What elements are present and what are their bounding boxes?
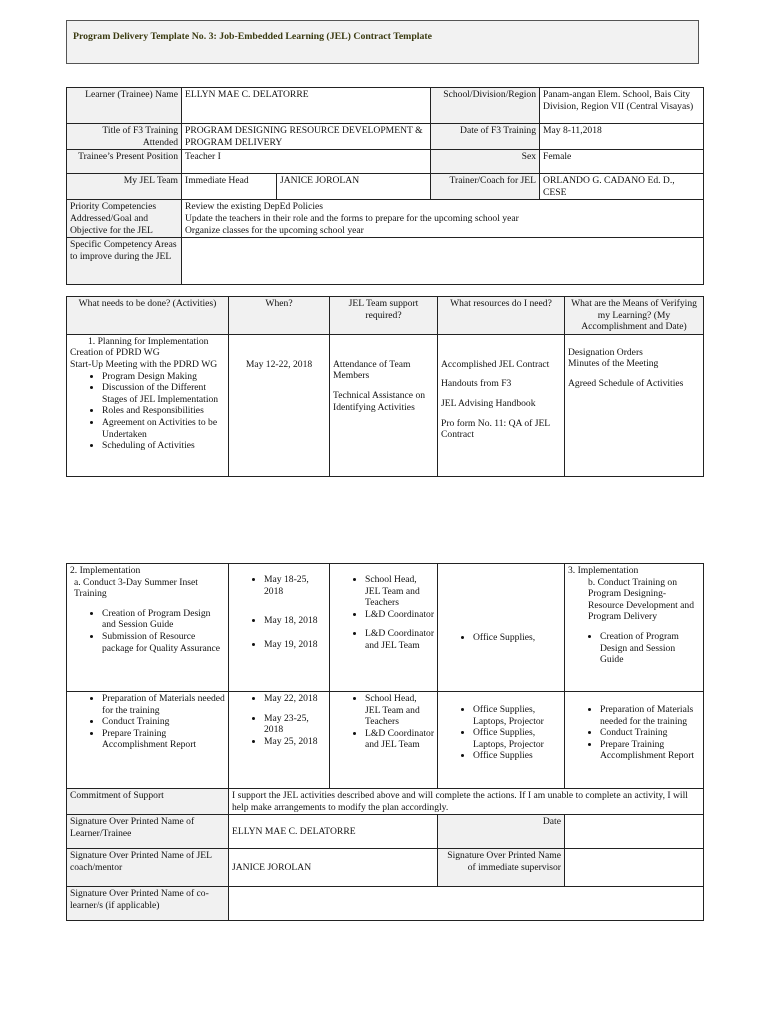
training-title-label: Title of F3 Training Attended <box>67 124 182 150</box>
learner-name-label: Learner (Trainee) Name <box>67 88 182 124</box>
impl2-when-list <box>232 693 326 747</box>
sig-coach-label: Signature Over Printed Name of JEL coach/mentor <box>67 849 229 887</box>
col-header-activities: What needs to be done? (Activities) <box>67 297 229 335</box>
sig-colearner-label: Signature Over Printed Name of co-learner/s (if applicable) <box>67 887 229 921</box>
list-item: • May 18-25, 2018 <box>264 574 326 597</box>
priority-list <box>182 200 704 238</box>
list-item: • Creation of Program Design and Session Guide <box>102 608 225 631</box>
list-item: • May 19, 2018 <box>264 639 326 651</box>
list-item: • Office Supplies, <box>473 632 561 644</box>
sex-value: Female <box>540 150 704 174</box>
impl-when-list <box>232 574 326 650</box>
list-item: • Submission of Resource package for Quality Assurance <box>102 631 225 654</box>
sig-learner-label: Signature Over Printed Name of Learner/Trainee <box>67 815 229 849</box>
impl-means-cell <box>565 564 704 692</box>
list-item: • Scheduling of Activities <box>102 440 225 452</box>
training-title-value: PROGRAM DESIGNING RESOURCE DEVELOPMENT & PROGRAM DELIVERY <box>182 124 431 150</box>
resource-item: Accomplished JEL Contract <box>441 358 550 370</box>
position-label: Trainee’s Present Position <box>67 150 182 174</box>
priority-item: Organize classes for the upcoming school year <box>185 224 364 236</box>
impl2-activity-cell <box>67 692 229 789</box>
training-date-value: May 8-11,2018 <box>540 124 704 150</box>
commitment-label: Commitment of Support <box>67 789 229 815</box>
list-item: • L&D Coordinator and JEL Team <box>365 728 434 751</box>
list-item: • School Head, JEL Team and Teachers <box>365 693 434 728</box>
impl2-bullets <box>70 693 225 751</box>
learner-info-table <box>66 87 704 285</box>
priority-item: Review the existing DepEd Policies <box>185 201 324 213</box>
sig-colearner-value[interactable] <box>229 887 704 921</box>
col-header-resources: What resources do I need? <box>438 297 565 335</box>
template-header <box>66 20 699 64</box>
support-item: Attendance of Team Members <box>333 358 411 382</box>
impl-resources-cell <box>438 564 565 692</box>
list-item: • Conduct Training <box>600 727 700 739</box>
impl-means-sub: b. Conduct Training on Program Designing-Resource Development and Program Delivery <box>588 576 695 623</box>
list-item: • L&D Coordinator <box>365 609 434 621</box>
sig-learner-value: ELLYN MAE C. DELATORRE <box>229 815 438 849</box>
impl-resources-list <box>441 632 561 644</box>
activity-line: Creation of PDRD WG <box>70 347 160 359</box>
list-item: • Discussion of the Different Stages of JEL Implementation <box>102 382 225 405</box>
col-header-support: JEL Team support required? <box>330 297 438 335</box>
impl-activity-cell <box>67 564 229 692</box>
list-item: • Office Supplies, Laptops, Projector <box>473 727 561 750</box>
activity-bullets <box>70 371 225 452</box>
trainer-label: Trainer/Coach for JEL <box>431 174 540 200</box>
immediate-head-value: JANICE JOROLAN <box>277 174 431 200</box>
impl2-resources-cell <box>438 692 565 789</box>
means-item: Agreed Schedule of Activities <box>568 377 684 389</box>
list-item: • L&D Coordinator and JEL Team <box>365 628 434 651</box>
sig-supervisor-value[interactable] <box>565 849 704 887</box>
resources-cell <box>438 334 565 476</box>
sex-label: Sex <box>431 150 540 174</box>
list-item: • Preparation of Materials needed for the training <box>600 704 700 727</box>
jel-team-label: My JEL Team <box>67 174 182 200</box>
support-item: Technical Assistance on Identifying Activities <box>333 389 426 413</box>
impl2-support-list <box>333 693 434 751</box>
activity-cell <box>67 334 229 476</box>
list-item: • School Head, JEL Team and Teachers <box>365 574 434 609</box>
col-header-when: When? <box>229 297 330 335</box>
impl-means-title: 3. Implementation <box>568 565 639 576</box>
activity-line: Start-Up Meeting with the PDRD WG <box>70 358 218 370</box>
means-item: Minutes of the Meeting <box>568 358 659 370</box>
training-date-label: Date of F3 Training <box>431 124 540 150</box>
list-item: • Creation of Program Design and Session Guide <box>600 631 700 666</box>
means-cell <box>565 334 704 476</box>
means-item: Designation Orders <box>568 346 643 358</box>
impl-sub: a. Conduct 3-Day Summer Inset Training <box>74 576 198 600</box>
list-item: • Preparation of Materials needed for the training <box>102 693 225 716</box>
specific-competency-value <box>182 238 704 285</box>
impl2-resources-list <box>441 704 561 762</box>
position-value: Teacher I <box>182 150 431 174</box>
impl2-means-cell <box>565 692 704 789</box>
school-label: School/Division/Region <box>431 88 540 124</box>
impl-means-list <box>568 631 700 666</box>
list-item: • Roles and Responsibilities <box>102 405 225 417</box>
list-item: • May 18, 2018 <box>264 615 326 627</box>
impl2-support-cell <box>330 692 438 789</box>
sig-coach-value: JANICE JOROLAN <box>229 849 438 887</box>
impl2-means-list <box>568 704 700 762</box>
date-label: Date <box>438 815 565 849</box>
list-item: • May 22, 2018 <box>264 693 326 705</box>
impl-support-list <box>333 574 434 652</box>
trainer-value: ORLANDO G. CADANO Ed. D., CESE <box>540 174 704 200</box>
commitment-text: I support the JEL activities described above and will complete the actions. If I am unable to complete an activity, I will help make arrangements to modify the plan accordingly. <box>229 789 704 815</box>
col-header-means: What are the Means of Verifying my Learning? (My Accomplishment and Date) <box>565 297 704 335</box>
activity-plan-table <box>66 296 704 477</box>
resource-item: JEL Advising Handbook <box>441 397 536 409</box>
school-value: Panam-angan Elem. School, Bais City Division, Region VII (Central Visayas) <box>540 88 704 124</box>
sig-supervisor-label: Signature Over Printed Name of immediate supervisor <box>438 849 565 887</box>
when-cell: May 12-22, 2018 <box>229 334 330 476</box>
support-cell <box>330 334 438 476</box>
list-item: • Conduct Training <box>102 716 225 728</box>
list-item: • Office Supplies <box>473 750 561 762</box>
list-item: • May 23-25, 2018 <box>264 713 326 736</box>
list-item: • Office Supplies, Laptops, Projector <box>473 704 561 727</box>
template-title: Program Delivery Template No. 3: Job-Embedded Learning (JEL) Contract Template <box>73 31 433 42</box>
specific-competency-label: Specific Competency Areas to improve during the JEL <box>67 238 182 285</box>
list-item: • Prepare Training Accomplishment Report <box>102 728 225 751</box>
list-item: • Program Design Making <box>102 371 225 383</box>
impl-bullets <box>70 608 225 654</box>
date-value[interactable] <box>565 815 704 849</box>
list-item: • Agreement on Activities to be Undertaken <box>102 417 225 440</box>
list-item: • Prepare Training Accomplishment Report <box>600 739 700 762</box>
resource-item: Handouts from F3 <box>441 378 512 390</box>
list-item: • May 25, 2018 <box>264 736 326 748</box>
impl-support-cell <box>330 564 438 692</box>
activity-title: 1. Planning for Implementation <box>88 335 209 347</box>
learner-name-value: ELLYN MAE C. DELATORRE <box>182 88 431 124</box>
priority-label: Priority Competencies Addressed/Goal and Objective for the JEL <box>67 200 182 238</box>
immediate-head-label: Immediate Head <box>182 174 277 200</box>
priority-item: Update the teachers in their role and the forms to prepare for the upcoming school year <box>185 212 519 224</box>
impl-when-cell <box>229 564 330 692</box>
impl2-when-cell <box>229 692 330 789</box>
implementation-table <box>66 563 704 921</box>
impl-title: 2. Implementation <box>70 565 141 576</box>
resource-item: Pro form No. 11: QA of JEL Contract <box>441 417 550 441</box>
